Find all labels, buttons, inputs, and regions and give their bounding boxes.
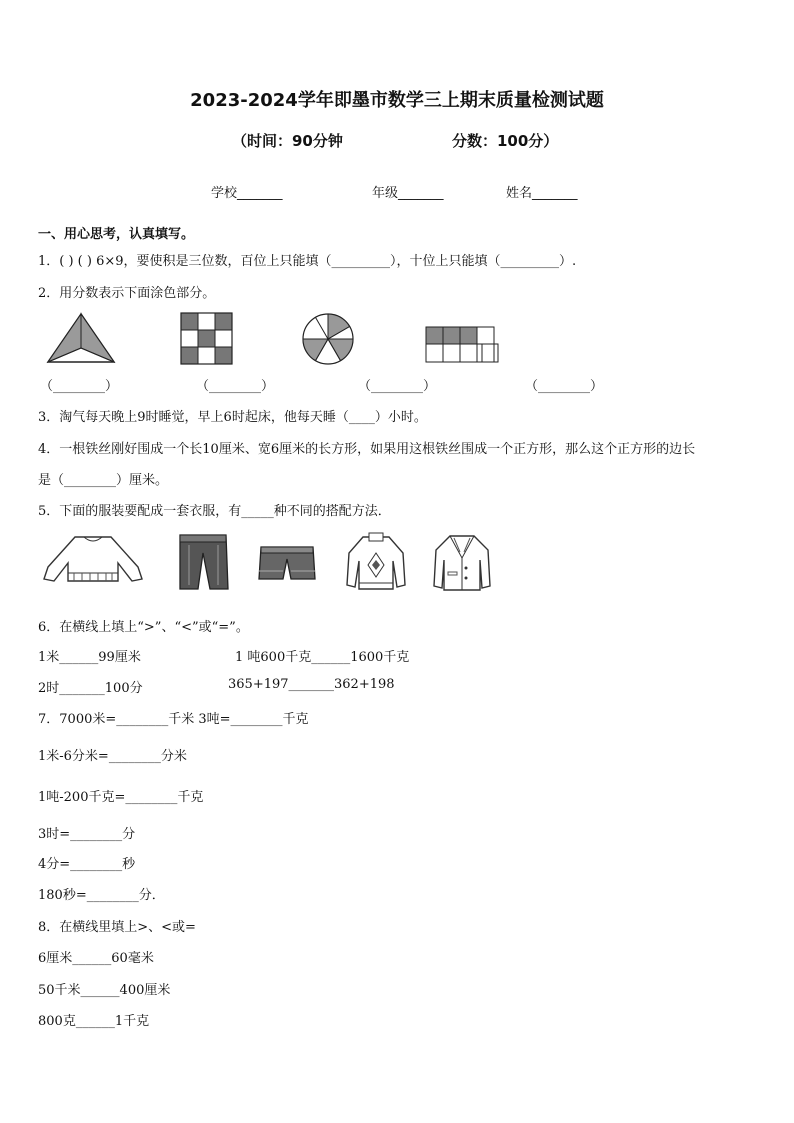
question-7c: 1吨-200千克=________千克 [38,790,204,805]
school-field: 学校_______ [211,186,283,201]
question-5: 5．下面的服装要配成一套衣服，有_____种不同的搭配方法． [38,504,391,519]
answer-blank-3[interactable]: （________） [358,379,437,394]
shorts-icon [257,545,317,582]
question-6d: 365+197_______362+198 [228,677,395,692]
question-2: 2．用分数表示下面涂色部分。 [38,286,216,301]
question-8c: 800克______1千克 [38,1014,150,1029]
question-4-line2: 是（________）厘米。 [38,473,169,488]
question-7a: 7．7000米=________千米 3吨=________千克 [38,712,309,727]
sweater-icon [40,533,146,585]
question-7b: 1米-6分米=________分米 [38,749,187,764]
exam-score: 分数：100分） [452,132,559,150]
vest-sweater-icon [343,531,409,593]
page-title: 2023-2024学年即墨市数学三上期末质量检测试题 [190,90,604,111]
question-8: 8．在横线里填上>、<或= [38,920,196,935]
section-heading: 一、用心思考，认真填写。 [38,227,195,242]
question-6a: 1米______99厘米 [38,650,141,665]
bar-blocks-figure [426,327,499,363]
question-7f: 180秒=________分． [38,888,165,903]
question-3: 3．淘气每天晚上9时睡觉，早上6时起床，他每天睡（____）小时。 [38,410,427,425]
question-8b: 50千米______400厘米 [38,983,171,998]
name-field: 姓名_______ [506,186,578,201]
trousers-icon [176,533,232,593]
answer-blank-4[interactable]: （________） [525,379,604,394]
question-7e: 4分=________秒 [38,857,136,872]
triangle-figure [46,312,116,364]
grid-figure [181,313,232,364]
question-6b: 1 吨600千克______1600千克 [235,650,410,665]
grade-field: 年级_______ [372,186,444,201]
question-4-line1: 4．一根铁丝刚好围成一个长10厘米、宽6厘米的长方形，如果用这根铁丝围成一个正方形，那么这个正方形的边长 [38,442,696,457]
question-6: 6．在横线上填上“>”、“<”或“=”。 [38,620,249,635]
answer-blank-2[interactable]: （________） [196,379,275,394]
exam-time: （时间：90分钟 [232,132,343,150]
question-7d: 3时=________分 [38,827,136,842]
question-6c: 2时_______100分 [38,681,143,696]
circle-figure [302,313,354,365]
answer-blank-1[interactable]: （________） [40,379,119,394]
jacket-icon [432,532,492,592]
question-8a: 6厘米______60毫米 [38,951,154,966]
question-1: 1．( ) ( ) 6×9，要使积是三位数，百位上只能填（_________），十位上只能填（_________）. [38,254,577,269]
